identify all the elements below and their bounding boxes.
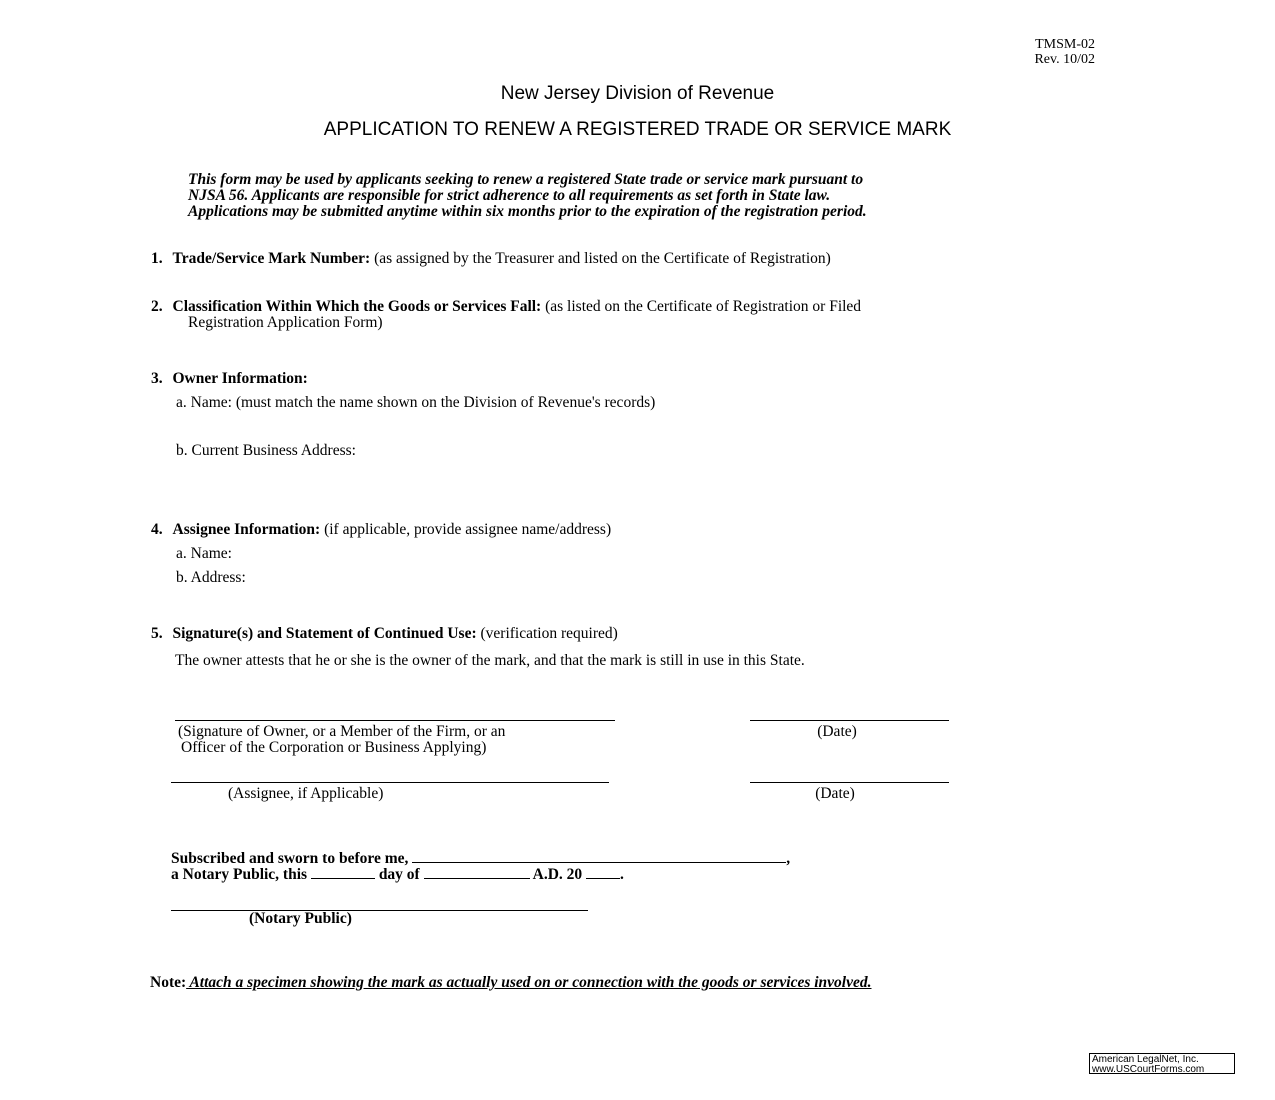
continued-use-statement: The owner attests that he or she is the owner of the mark, and that the mark is still in use in this State. (175, 652, 805, 669)
notary-signature-line[interactable] (171, 910, 588, 911)
item-2-note: (as listed on the Certificate of Registration or Filed (541, 298, 862, 315)
publisher-url: www.USCourtForms.com (1092, 1064, 1205, 1075)
notary-line-1: Subscribed and sworn to before me, , (171, 850, 791, 867)
item-2-number: 2. (151, 298, 163, 315)
form-revision: Rev. 10/02 (1034, 52, 1095, 67)
specimen-note (150, 975, 872, 991)
notary-line-2: a Notary Public, this day of A.D. 20 . (171, 866, 624, 883)
item-4-note: (if applicable, provide assignee name/address) (320, 521, 612, 538)
intro-paragraph (188, 172, 867, 220)
item-5-label: Signature(s) and Statement of Continued Use: (172, 625, 477, 642)
item-2 (151, 299, 861, 315)
item-5-note: (verification required) (476, 625, 618, 642)
notary-name-blank[interactable] (412, 850, 786, 863)
item-1-number: 1. (151, 250, 163, 267)
item-5-number: 5. (151, 625, 163, 642)
item-1-label: Trade/Service Mark Number: (172, 250, 371, 267)
item-3-label: Owner Information: (172, 370, 308, 387)
owner-signature-caption-2: Officer of the Corporation or Business Applying) (181, 739, 487, 756)
assignee-date-line[interactable] (750, 782, 949, 783)
publisher-stamp (1089, 1053, 1235, 1074)
owner-address-field[interactable]: b. Current Business Address: (176, 442, 356, 459)
item-5 (151, 626, 618, 642)
item-4 (151, 522, 611, 538)
assignee-signature-line[interactable] (171, 782, 609, 783)
owner-signature-line[interactable] (175, 720, 615, 721)
notary-ad-text: A.D. 20 (532, 866, 583, 883)
notary-month-blank[interactable] (424, 866, 530, 879)
assignee-address-field[interactable]: b. Address: (176, 569, 246, 586)
intro-line-1: This form may be used by applicants seeking to renew a registered State trade or service mark pursuant to (188, 171, 864, 188)
form-title: APPLICATION TO RENEW A REGISTERED TRADE OR SERVICE MARK (323, 119, 952, 140)
item-3-number: 3. (151, 370, 163, 387)
notary-public-this-text: a Notary Public, this (171, 866, 308, 883)
item-4-number: 4. (151, 521, 163, 538)
item-2-label: Classification Within Which the Goods or Services Fall: (172, 298, 542, 315)
note-text: Attach a specimen showing the mark as actually used on or connection with the goods or services involved. (186, 974, 872, 991)
assignee-date-caption: (Date) (815, 785, 855, 802)
owner-date-line[interactable] (750, 720, 949, 721)
form-code-block (1010, 37, 1095, 67)
notary-signature-caption: (Notary Public) (249, 910, 352, 927)
owner-signature-caption-1: (Signature of Owner, or a Member of the Firm, or an (178, 723, 506, 740)
assignee-signature-caption: (Assignee, if Applicable) (228, 785, 384, 802)
intro-line-2: NJSA 56. Applicants are responsible for strict adherence to all requirements as set forth in State law. (188, 187, 831, 204)
owner-date-caption: (Date) (817, 723, 857, 740)
intro-line-3: Applications may be submitted anytime within six months prior to the expiration of the registration period. (188, 203, 867, 220)
item-1 (151, 251, 831, 267)
notary-year-blank[interactable] (586, 866, 620, 879)
form-code: TMSM-02 (1035, 37, 1095, 52)
owner-name-field[interactable]: a. Name: (must match the name shown on the Division of Revenue's records) (176, 394, 656, 411)
item-1-note: (as assigned by the Treasurer and listed on the Certificate of Registration) (370, 250, 831, 267)
agency-name: New Jersey Division of Revenue (500, 83, 775, 104)
item-3 (151, 371, 308, 387)
publisher-name: American LegalNet, Inc. (1092, 1054, 1199, 1065)
notary-day-of-text: day of (378, 866, 420, 883)
notary-day-blank[interactable] (311, 866, 375, 879)
assignee-name-field[interactable]: a. Name: (176, 545, 232, 562)
note-label: Note: (150, 974, 187, 991)
notary-sworn-text: Subscribed and sworn to before me, (171, 850, 409, 867)
item-4-label: Assignee Information: (172, 521, 321, 538)
item-2-note-continued: Registration Application Form) (188, 314, 383, 331)
